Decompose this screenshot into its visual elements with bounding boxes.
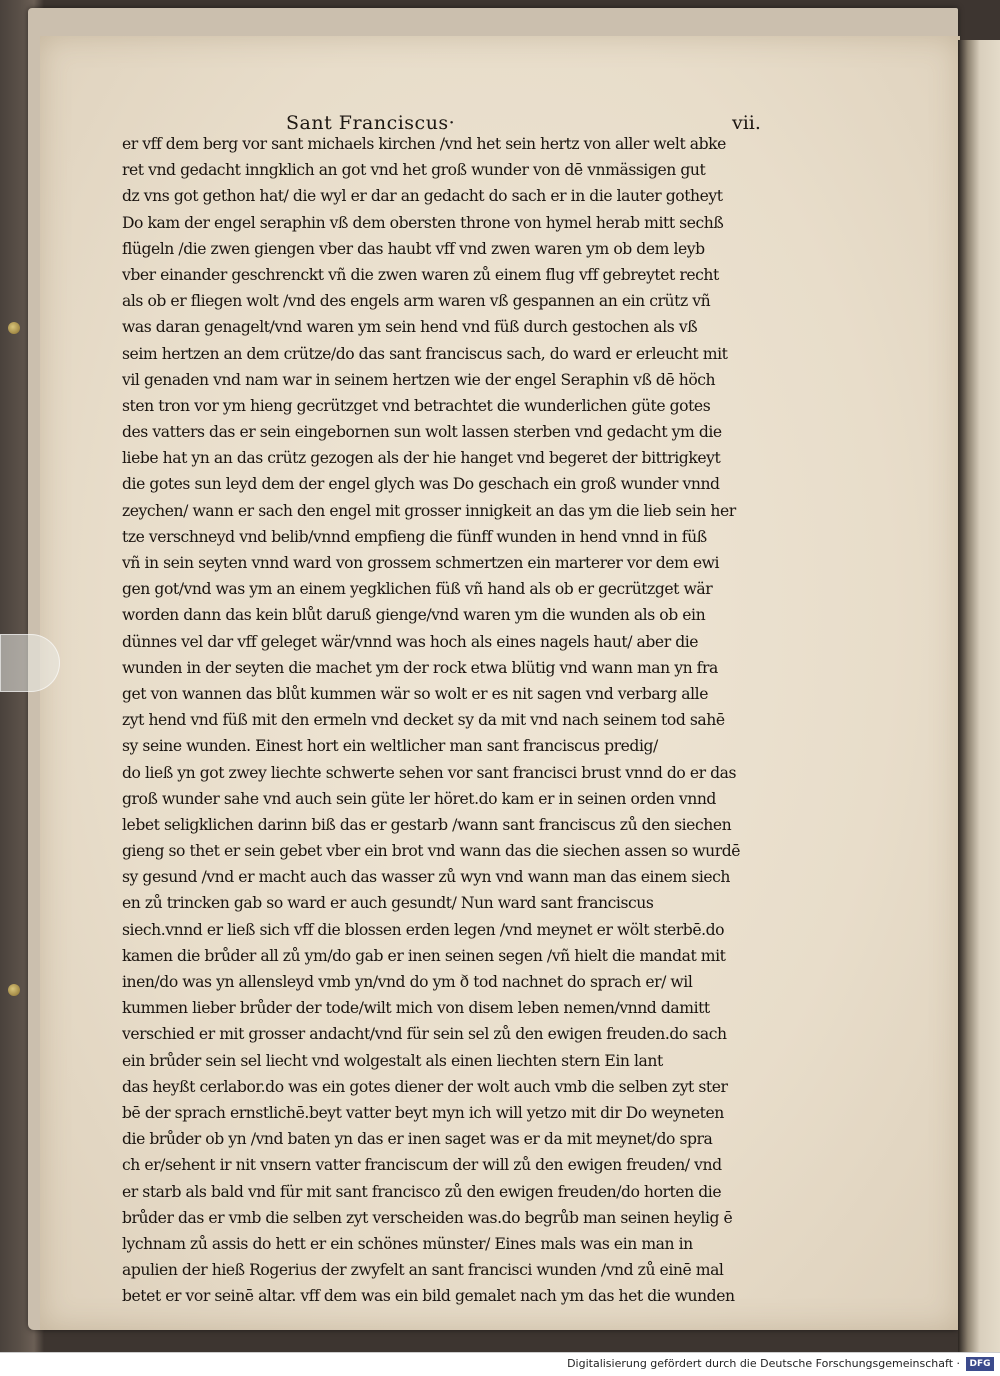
text-line: Do kam der engel seraphin vß dem obersten throne von hymel herab mitt sechß (122, 213, 724, 232)
text-line: lebet seligklichen darinn biß das er gestarb /wann sant franciscus zů den siechen (122, 815, 732, 834)
text-line: tze verschneyd vnd belib/vnnd empfieng die fünff wunden in hend vnnd in füß (122, 527, 707, 546)
facing-page-edge (985, 90, 999, 1340)
footer-credit: Digitalisierung gefördert durch die Deutsche Forschungsgemeinschaft · (567, 1357, 960, 1370)
text-line: sy gesund /vnd er macht auch das wasser zů wyn vnd wann man das einem siech (122, 868, 731, 887)
text-line: worden dann das kein blůt daruß gienge/vnd waren ym die wunden als ob ein (122, 606, 706, 625)
text-line: kamen die brůder all zů ym/do gab er inen seinen segen /vñ hielt die mandat mit (122, 946, 726, 965)
brass-pin-icon (8, 322, 20, 334)
text-line: gieng so thet er sein gebet vber ein brot vnd wann das die siechen assen so wurdē (122, 842, 741, 861)
text-line: betet er vor seinē altar. vff dem was ein bild gemalet nach ym das het die wunden (122, 1287, 735, 1306)
text-line: en zů trincken gab so ward er auch gesundt/ Nun ward sant franciscus (122, 894, 654, 913)
text-line: groß wunder sahe vnd auch sein güte ler höret.do kam er in seinen orden vnnd (122, 789, 716, 808)
text-line: inen/do was yn allensleyd vmb yn/vnd do ym ð tod nachnet do sprach er/ wil (122, 973, 693, 991)
text-line: vber einander geschrenckt vñ die zwen waren zů einem flug vff gebreytet recht (122, 265, 719, 284)
footer-bar (0, 1352, 1000, 1376)
text-line: kummen lieber brůder der tode/wilt mich von disem leben nemen/vnnd damitt (122, 999, 710, 1018)
text-line: sy seine wunden. Einest hort ein weltlicher man sant franciscus predig/ (122, 737, 658, 756)
text-line: flügeln /die zwen giengen vber das haubt vff vnd zwen waren ym ob dem leyb (122, 239, 705, 258)
text-line: do ließ yn got zwey liechte schwerte sehen vor sant francisci brust vnnd do er das (122, 763, 737, 782)
text-line: zyt hend vnd füß mit den ermeln vnd decket sy da mit vnd nach seinem tod sahē (122, 711, 725, 730)
running-head: Sant Franciscus· (286, 112, 456, 134)
text-line: bē der sprach ernstlichē.beyt vatter beyt myn ich will yetzo mit dir Do weyneten (122, 1103, 724, 1122)
text-line: was daran genagelt/vnd waren ym sein hend vnd füß durch gestochen als vß (122, 318, 698, 337)
text-line: wunden in der seyten die machet ym der rock etwa blütig vnd wann man yn fra (122, 658, 718, 677)
text-line: brůder das er vmb die selben zyt verscheiden was.do begrůb man seinen heylig ē (122, 1208, 733, 1227)
text-line: das heyßt cerlabor.do was ein gotes diener der wolt auch vmb die selben zyt ster (122, 1077, 728, 1096)
book-clasp-icon (0, 634, 60, 692)
text-line: dz vns got gethon hat/ die wyl er dar an gedacht do sach er in die lauter gotheyt (122, 187, 723, 206)
text-line: apulien der hieß Rogerius der zwyfelt an sant francisci wunden /vnd zů einē mal (122, 1261, 724, 1280)
text-line: er starb als bald vnd für mit sant francisco zů den ewigen freuden/do horten die (122, 1182, 722, 1201)
text-line: ch er/sehent ir nit vnsern vatter franciscum der will zů den ewigen freuden/ vnd (122, 1156, 722, 1175)
text-line: sten tron vor ym hieng gecrützget vnd betrachtet die wunderlichen güte gotes (122, 396, 711, 415)
text-block (122, 131, 822, 1309)
text-line: liebe hat yn an das crütz gezogen als der hie hanget vnd begeret der bittrigkeyt (122, 449, 721, 468)
dfg-logo-icon: DFG (966, 1357, 994, 1371)
text-line: siech.vnnd er ließ sich vff die blossen erden legen /vnd meynet er wölt sterbē.do (122, 920, 725, 939)
text-line: dünnes vel dar vff geleget wär/vnnd was hoch als eines nagels haut/ aber die (122, 632, 699, 651)
text-line: die brůder ob yn /vnd baten yn das er inen saget was er da mit meynet/do spra (122, 1130, 713, 1149)
text-line: vil genaden vnd nam war in seinem hertzen wie der engel Seraphin vß dē höch (122, 370, 716, 389)
text-line: als ob er fliegen wolt /vnd des engels arm waren vß gespannen an ein crütz vñ (122, 292, 711, 311)
text-line: die gotes sun leyd dem der engel glych was Do geschach ein groß wunder vnnd (122, 475, 720, 494)
text-line: seim hertzen an dem crütze/do das sant franciscus sach, do ward er erleucht mit (122, 344, 728, 363)
text-line: gen got/vnd was ym an einem yegklichen füß vñ hand als ob er gecrützget wär (122, 580, 713, 599)
text-line: ein brůder sein sel liecht vnd wolgestalt als einen liechten stern Ein lant (122, 1051, 663, 1070)
text-line: er vff dem berg vor sant michaels kirchen /vnd het sein hertz von aller welt abke (122, 135, 726, 153)
text-line: verschied er mit grosser andacht/vnd für sein sel zů den ewigen freuden.do sach (122, 1025, 727, 1044)
text-line: zeychen/ wann er sach den engel mit grosser innigkeit an das ym die lieb sein her (122, 501, 736, 520)
brass-pin-icon (8, 984, 20, 996)
text-line: des vatters das er sein eingebornen sun wolt lassen sterben vnd gedacht ym die (122, 423, 722, 442)
text-line: lychnam zů assis do hett er ein schönes münster/ Eines mals was ein man in (122, 1234, 693, 1253)
text-line: ret vnd gedacht inngklich an got vnd het groß wunder von dē vnmässigen gut (122, 161, 706, 180)
text-line: get von wannen das blůt kummen wär so wolt er es nit sagen vnd verbarg alle (122, 684, 709, 703)
text-line: vñ in sein seyten vnnd ward von grossem schmertzen ein marterer vor dem ewi (122, 554, 720, 572)
folio-number: vii. (732, 112, 761, 134)
